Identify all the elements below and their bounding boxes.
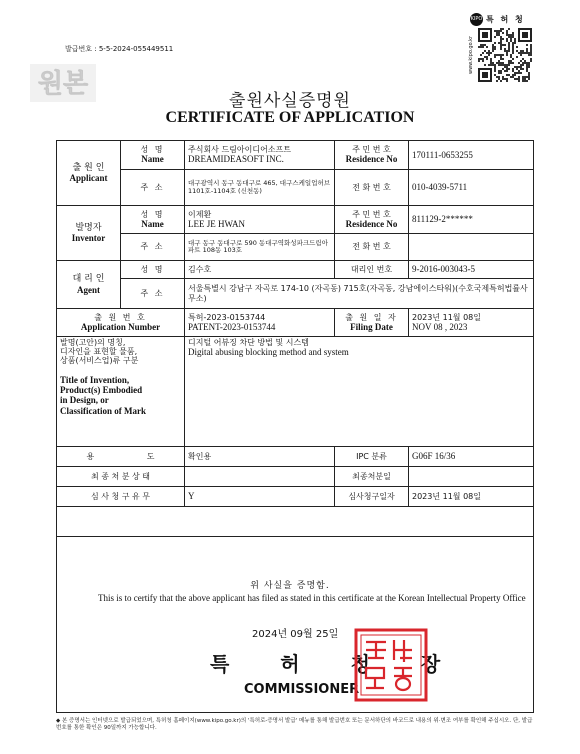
applicant-id-value: 170111-0653255: [409, 141, 534, 170]
inventor-phone-label: 전 화 번 호: [335, 234, 409, 261]
applicant-name-row: [57, 141, 534, 170]
invention-row: [57, 337, 534, 447]
applicant-address-row: [57, 170, 534, 206]
inventor-address-label: 주 소: [121, 234, 185, 261]
filing-date-value: 2023년 11월 08일 NOV 08 , 2023: [409, 309, 534, 337]
vertical-url: www.kipo.go.kr: [468, 35, 474, 74]
certification-statement-ko: 위 사실을 증명함.: [250, 581, 330, 591]
filing-date-label: 출 원 일 자 Filing Date: [335, 309, 409, 337]
ipc-label: IPC 분류: [335, 447, 409, 467]
inventor-name-label: 성 명 Name: [121, 206, 185, 234]
commissioner-title-ko: 특 허 청 장: [210, 652, 463, 676]
footer-note: ◆ 본 증명서는 인터넷으로 발급되었으며, 특허청 홈페이지(www.kipo.go.kr)의 '특허로-증명서 발급' 메뉴를 통해 발급번호 또는 문서하단의 바코드로 내용의 위·변조 여부를 확인해 주십시오. 단, 발급번호를 통한 확인은 90일까지 가능합니다.: [56, 718, 533, 732]
applicant-phone-label: 전 화 번 호: [335, 170, 409, 206]
application-number-row: [57, 309, 534, 337]
applicant-phone-value: 010-4039-5711: [409, 170, 534, 206]
use-value: 확인용: [185, 447, 335, 467]
invention-title-value: 디지털 어뷰징 차단 방법 및 시스템 Digital abusing blocking method and system: [185, 337, 534, 447]
blank-cell: [57, 507, 534, 537]
applicant-id-label: 주 민 번 호 Residence No: [335, 141, 409, 170]
exam-request-row: [57, 487, 534, 507]
issue-date: 2024년 09월 25일: [252, 629, 339, 640]
commissioner-title-en: COMMISSIONER: [244, 682, 360, 697]
agent-code-value: 9-2016-003043-5: [409, 261, 534, 279]
agent-name-label: 성 명: [121, 261, 185, 279]
agent-address-row: [57, 279, 534, 309]
final-status-value: [185, 467, 335, 487]
qr-code-icon: [478, 28, 532, 82]
use-label: 용 도: [57, 447, 185, 467]
certification-statement-en: This is to certify that the above applicant has filed as stated in this certificate at the Korean Intellectual Property Office: [98, 593, 526, 603]
invention-label: 발명(고안)의 명칭, 디자인을 표현할 물품, 상품(서비스업)류 구분 Title of Invention, Product(s) Embodied in Design, or Classification of Mark: [57, 337, 185, 447]
applicant-name-label: 성 명 Name: [121, 141, 185, 170]
inventor-name-row: [57, 206, 534, 234]
exam-request-label: 심 사 청 구 유 무: [57, 487, 185, 507]
final-status-row: [57, 467, 534, 487]
agent-address-label: 주 소: [121, 279, 185, 309]
final-date-label: 최종처분일: [335, 467, 409, 487]
exam-request-value: Y: [185, 487, 335, 507]
agent-group-label: 대 리 인 Agent: [57, 261, 121, 309]
applicant-name-value: 주식회사 드림아이디어소프트 DREAMIDEASOFT INC.: [185, 141, 335, 170]
applicant-address-label: 주 소: [121, 170, 185, 206]
agent-name-row: [57, 261, 534, 279]
inventor-phone-value: [409, 234, 534, 261]
kipo-logo-text: 특 허 청: [486, 14, 525, 24]
inventor-address-value: 대구 동구 동대구로 590 동대구역화성파크드림아파트 108동 103호: [185, 234, 335, 261]
ipc-value: G06F 16/36: [409, 447, 534, 467]
application-number-label: 출 원 번 호 Application Number: [57, 309, 185, 337]
inventor-id-value: 811129-2******: [409, 206, 534, 234]
agent-address-value: 서울특별시 강남구 자곡로 174-10 (자곡동) 715호(자곡동, 강남에이스타워)(수호국제특허법률사무소): [185, 279, 534, 309]
agent-name-value: 김수호: [185, 261, 335, 279]
applicant-address-value: 대구광역시 동구 동대구로 465, 대구스케일업허브 1101호-1104호 (신천동): [185, 170, 335, 206]
title-english: CERTIFICATE OF APPLICATION: [165, 109, 415, 126]
exam-date-value: 2023년 11월 08일: [409, 487, 534, 507]
svg-text:원본: 원본: [37, 69, 89, 99]
inventor-name-value: 이제환 LEE JE HWAN: [185, 206, 335, 234]
agent-code-label: 대리인 번호: [335, 261, 409, 279]
final-date-value: [409, 467, 534, 487]
kipo-emblem-icon: KIPO: [470, 13, 483, 26]
kipo-logo: [470, 12, 534, 26]
application-number-value: 특허-2023-0153744 PATENT-2023-0153744: [185, 309, 335, 337]
inventor-address-row: [57, 234, 534, 261]
blank-row: [57, 507, 534, 537]
applicant-group-label: 출 원 인 Applicant: [57, 141, 121, 206]
inventor-group-label: 발명자 Inventor: [57, 206, 121, 261]
usage-row: [57, 447, 534, 467]
issue-number: 발급번호 : 5-5-2024-055449511: [65, 45, 174, 53]
inventor-id-label: 주 민 번 호 Residence No: [335, 206, 409, 234]
title-korean: 출원사실증명원: [229, 91, 351, 111]
exam-date-label: 심사청구일자: [335, 487, 409, 507]
final-status-label: 최 종 처 분 상 태: [57, 467, 185, 487]
official-seal-icon: [354, 628, 428, 702]
